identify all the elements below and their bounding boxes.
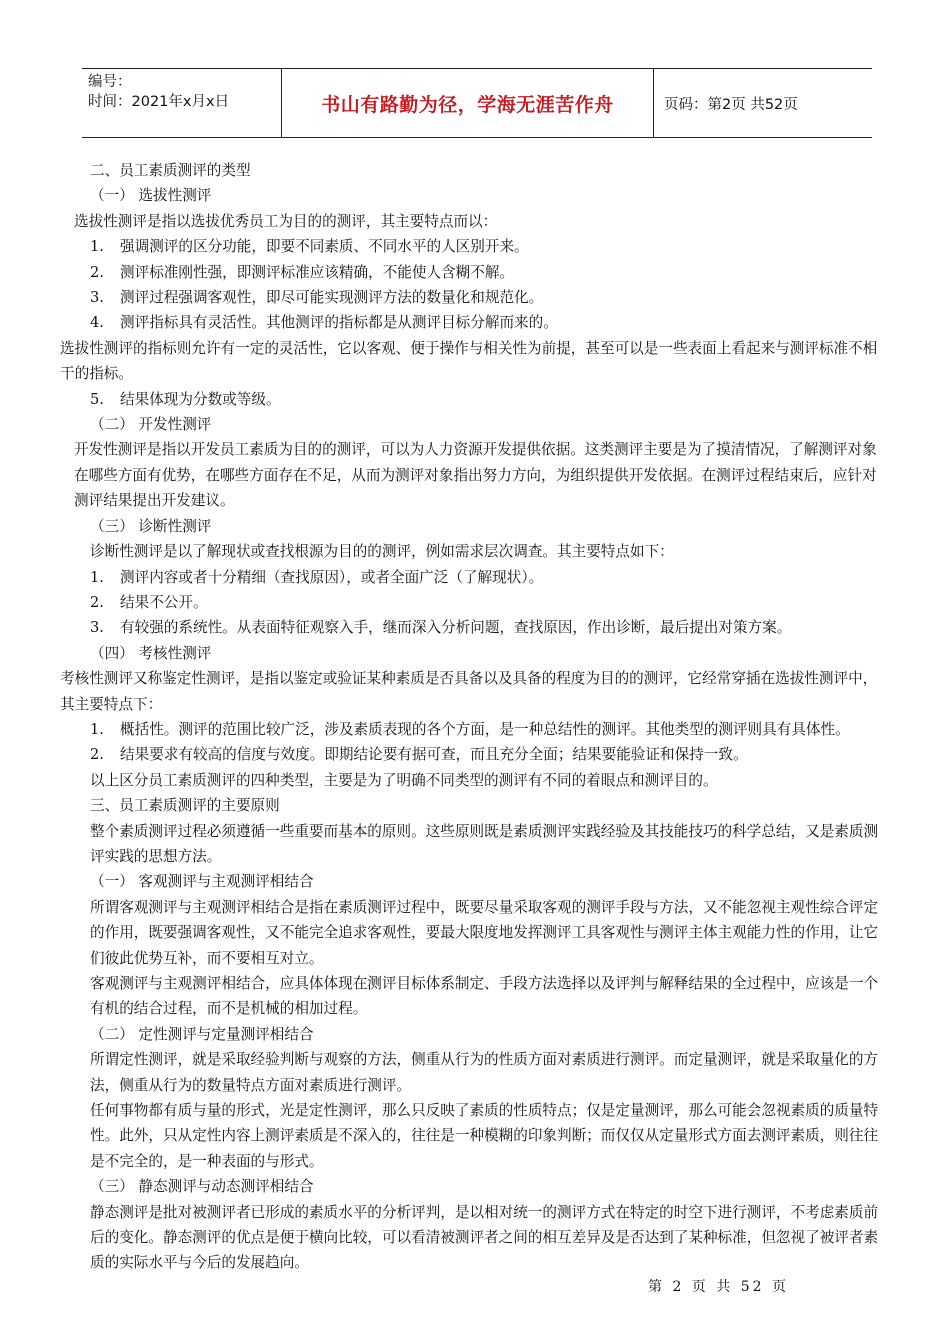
- list-number: 2.: [90, 593, 104, 611]
- paragraph: 整个素质测评过程必须遵循一些重要而基本的原则。这些原则既是素质测评实践经验及其技能技巧的科学总结，又是素质测评实践的思想方法。: [90, 822, 879, 865]
- document-number-label: 编号：: [88, 74, 132, 90]
- list-item: 2. 结果要求有较高的信度与效度。即期结论要有据可查，而且充分全面；结果要能验证和保持一致。: [60, 742, 890, 767]
- document-date-label: 时间：2021年x月x日: [88, 94, 230, 110]
- list-item: 1. 强调测评的区分功能，即要不同素质、不同水平的人区别开来。: [60, 234, 890, 259]
- list-number: 3.: [90, 619, 104, 637]
- paragraph: 客观测评与主观测评相结合，应具体体现在测评目标体系制定、手段方法选择以及评判与解释结果的全过程中，应该是一个有机的结合过程，而不是机械的相加过程。: [90, 975, 879, 1018]
- list-item: 1. 概括性。测评的范围比较广泛，涉及素质表现的各个方面，是一种总结性的测评。其他类型的测评则具有具体性。: [60, 717, 890, 742]
- section-heading: 三、员工素质测评的主要原则: [90, 797, 280, 815]
- list-item: 2. 测评标准刚性强，即测评标准应该精确，不能使人含糊不解。: [60, 260, 890, 285]
- header-motto: 书山有路勤为径，学海无涯苦作舟: [282, 69, 654, 137]
- page-footer: 第 2 页 共 52 页: [648, 1279, 789, 1295]
- paragraph: 诊断性测评是以了解现状或查找根源为目的的测评，例如需求层次调查。其主要特点如下：: [90, 543, 674, 561]
- paragraph: 考核性测评又称鉴定性测评，是指以鉴定或验证某种素质是否具备以及具备的程度为目的的测评，它经常穿插在选拔性测评中，其主要特点下：: [60, 670, 878, 713]
- paragraph: 开发性测评是指以开发员工素质为目的的测评，可以为人力资源开发提供依据。这类测评主要是为了摸清情况，了解测评对象在哪些方面有优势，在哪些方面存在不足，从而为测评对象指出努力方向，为组织提供开发依据。在测评过程结束后，应针对测评结果提出开发建议。: [74, 441, 877, 510]
- subsection-heading: （一） 客观测评与主观测评相结合: [90, 873, 314, 891]
- subsection-heading: （三） 诊断性测评: [90, 517, 212, 535]
- list-number: 2.: [90, 263, 104, 281]
- paragraph: 静态测评是批对被测评者已形成的素质水平的分析评判，是以相对统一的测评方式在特定的时空下进行测评，不考虑素质前后的变化。静态测评的优点是便于横向比较，可以看清被测评者之间的相互差异及是否达到了某种标准，但忽视了被评者素质的实际水平与今后的发展趋向。: [90, 1203, 879, 1272]
- subsection-heading: （一） 选拔性测评: [90, 187, 212, 205]
- list-number: 4.: [90, 314, 104, 332]
- list-item: 1. 测评内容或者十分精细（查找原因），或者全面广泛（了解现状）。: [60, 565, 890, 590]
- section-heading: 二、员工素质测评的类型: [90, 162, 251, 179]
- subsection-heading: （二） 开发性测评: [90, 416, 212, 434]
- list-item: 4. 测评指标具有灵活性。其他测评的指标都是从测评目标分解而来的。: [60, 310, 890, 335]
- list-number: 1.: [90, 568, 104, 586]
- list-item: 3. 测评过程强调客观性，即尽可能实现测评方法的数量化和规范化。: [60, 285, 890, 310]
- list-item: 3. 有较强的系统性。从表面特征观察入手，继而深入分析问题，查找原因，作出诊断，最后提出对策方案。: [60, 615, 890, 640]
- list-number: 2.: [90, 746, 104, 764]
- header-page-label: 页码：第2页 共52页: [664, 96, 798, 113]
- paragraph: 所谓定性测评，就是采取经验判断与观察的方法，侧重从行为的性质方面对素质进行测评。而定量测评，就是采取量化的方法，侧重从行为的数量特点方面对素质进行测评。: [90, 1051, 879, 1094]
- paragraph: 所谓客观测评与主观测评相结合是指在素质测评过程中，既要尽量采取客观的测评手段与方法，又不能忽视主观性综合评定的作用，既要强调客观性，又不能完全追求客观性，要最大限度地发挥测评工具客观性与测评主体主观能力性的作用，让它们彼此优势互补，而不要相互对立。: [90, 898, 879, 967]
- paragraph: 选拔性测评是指以选拔优秀员工为目的的测评，其主要特点而以：: [74, 212, 498, 230]
- document-body: [60, 158, 890, 1276]
- list-number: 5.: [90, 390, 104, 408]
- list-number: 3.: [90, 289, 104, 307]
- subsection-heading: （三） 静态测评与动态测评相结合: [90, 1178, 314, 1196]
- page-header: [82, 68, 872, 138]
- header-meta: [82, 69, 282, 137]
- subsection-heading: （四） 考核性测评: [90, 644, 212, 662]
- paragraph: 任何事物都有质与量的形式，光是定性测评，那么只反映了素质的性质特点；仅是定量测评，那么可能会忽视素质的质量特性。此外，只从定性内容上测评素质是不深入的，往往是一种模糊的印象判断；而仅仅从定量形式方面去测评素质，则往往是不完全的，是一种表面的与形式。: [90, 1102, 879, 1170]
- list-item: 2. 结果不公开。: [60, 590, 890, 615]
- list-number: 1.: [90, 238, 104, 256]
- list-item: 5. 结果体现为分数或等级。: [60, 387, 890, 412]
- paragraph: 选拔性测评的指标则允许有一定的灵活性，它以客观、便于操作与相关性为前提，甚至可以是一些表面上看起来与测评标准不相干的指标。: [60, 339, 878, 383]
- subsection-heading: （二） 定性测评与定量测评相结合: [90, 1025, 314, 1043]
- list-number: 1.: [90, 720, 104, 738]
- paragraph: 以上区分员工素质测评的四种类型，主要是为了明确不同类型的测评有不同的着眼点和测评目的。: [90, 771, 718, 789]
